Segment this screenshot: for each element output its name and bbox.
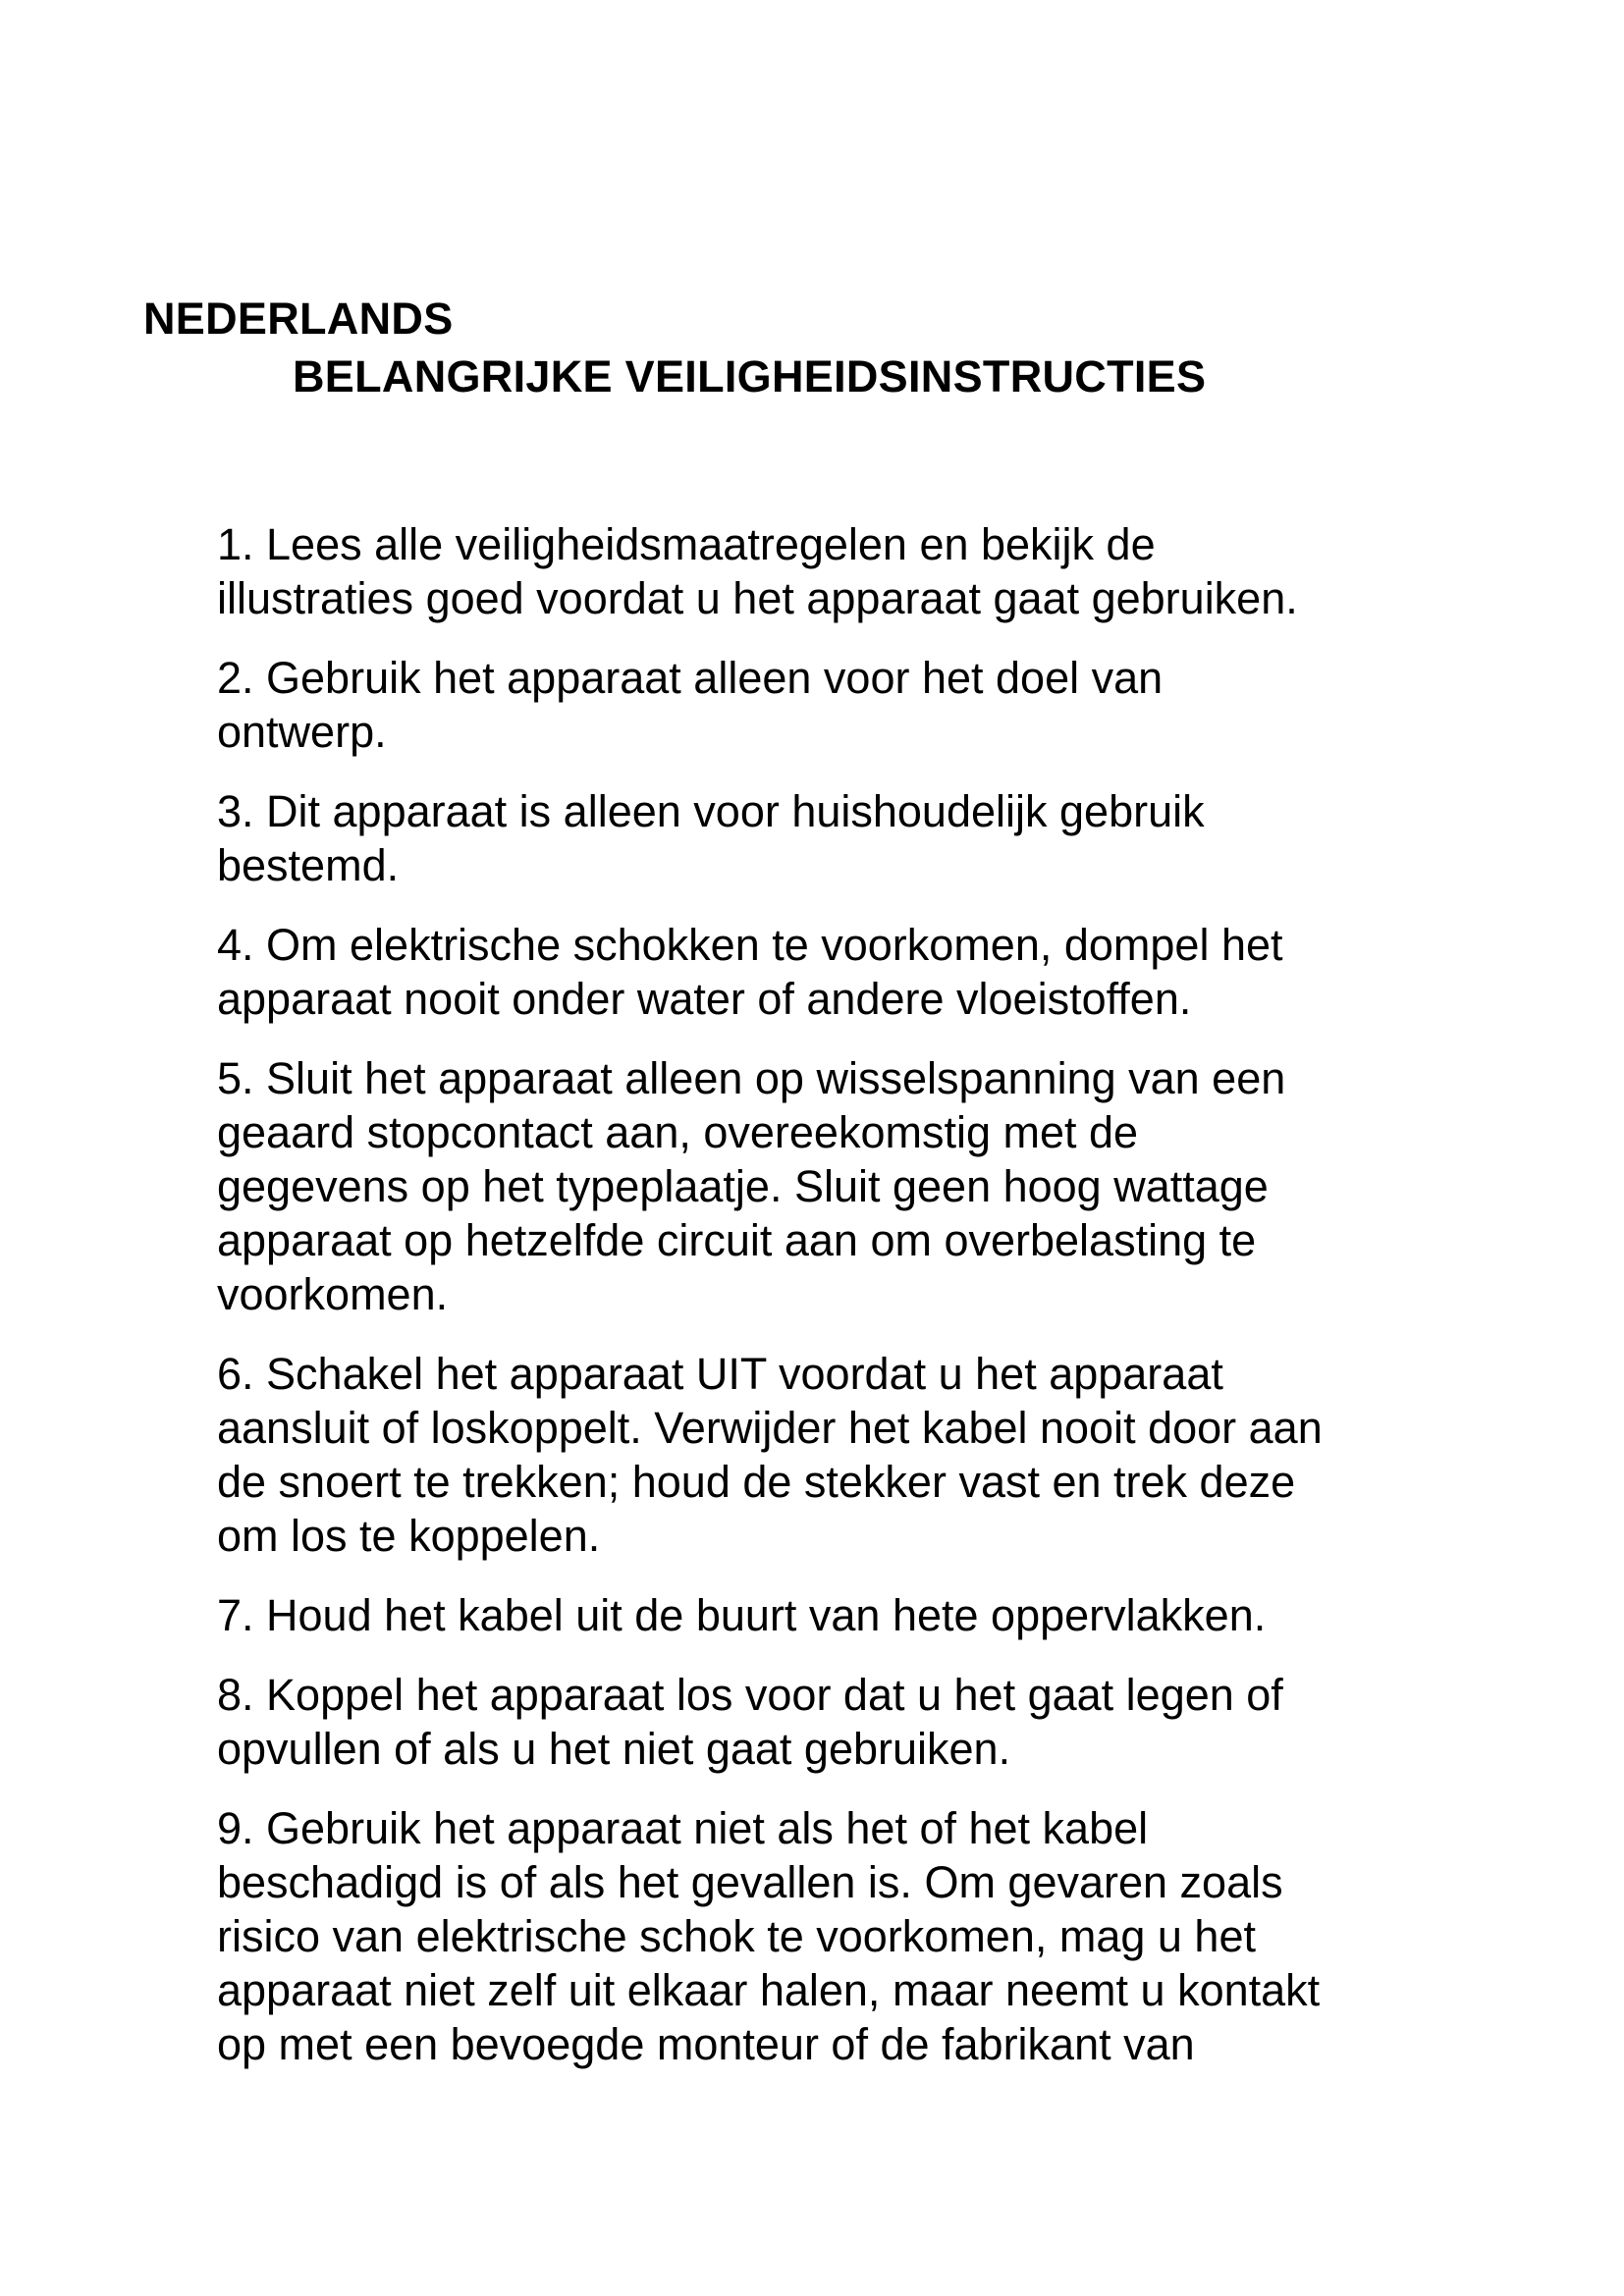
instruction-item-7	[217, 1588, 1523, 1642]
instruction-item-5	[217, 1051, 1523, 1321]
instruction-item-1	[217, 517, 1523, 625]
instruction-line: illustraties goed voordat u het apparaat gaat gebruiken.	[217, 573, 1298, 623]
instruction-line: risico van elektrische schok te voorkomen, mag u het	[217, 1911, 1256, 1961]
instruction-item-4	[217, 918, 1523, 1026]
instruction-line: 3. Dit apparaat is alleen voor huishoudelijk gebruik	[217, 786, 1205, 836]
instruction-list	[217, 517, 1523, 2097]
instruction-line: 8. Koppel het apparaat los voor dat u het gaat legen of	[217, 1670, 1283, 1720]
instruction-line: om los te koppelen.	[217, 1511, 601, 1561]
instruction-line: 7. Houd het kabel uit de buurt van hete oppervlakken.	[217, 1590, 1267, 1640]
instruction-line: apparaat op hetzelfde circuit aan om overbelasting te	[217, 1215, 1257, 1265]
instruction-item-8	[217, 1668, 1523, 1776]
instruction-item-3	[217, 784, 1523, 892]
instruction-line: ontwerp.	[217, 707, 387, 757]
instruction-line: aansluit of loskoppelt. Verwijder het kabel nooit door aan	[217, 1403, 1323, 1453]
instruction-line: 6. Schakel het apparaat UIT voordat u het apparaat	[217, 1349, 1223, 1399]
instruction-line: gegevens op het typeplaatje. Sluit geen hoog wattage	[217, 1161, 1269, 1211]
instruction-line: beschadigd is of als het gevallen is. Om gevaren zoals	[217, 1857, 1283, 1907]
instruction-item-9	[217, 1801, 1523, 2071]
instruction-line: 4. Om elektrische schokken te voorkomen, dompel het	[217, 920, 1283, 970]
instruction-line: bestemd.	[217, 840, 400, 890]
instruction-line: voorkomen.	[217, 1269, 449, 1319]
instruction-line: 5. Sluit het apparaat alleen op wisselspanning van een	[217, 1053, 1286, 1103]
instruction-line: apparaat niet zelf uit elkaar halen, maar neemt u kontakt	[217, 1965, 1321, 2015]
instruction-line: apparaat nooit onder water of andere vloeistoffen.	[217, 974, 1192, 1024]
document-title: BELANGRIJKE VEILIGHEIDSINSTRUCTIES	[293, 351, 1207, 401]
language-heading: NEDERLANDS	[143, 294, 454, 344]
instruction-line: op met een bevoegde monteur of de fabrikant van	[217, 2019, 1195, 2069]
instruction-line: 9. Gebruik het apparaat niet als het of het kabel	[217, 1803, 1149, 1853]
instruction-line: de snoert te trekken; houd de stekker vast en trek deze	[217, 1457, 1296, 1507]
instruction-line: opvullen of als u het niet gaat gebruiken.	[217, 1724, 1011, 1774]
instruction-item-2	[217, 651, 1523, 759]
instruction-line: 1. Lees alle veiligheidsmaatregelen en bekijk de	[217, 519, 1156, 569]
instruction-item-6	[217, 1347, 1523, 1563]
instruction-line: 2. Gebruik het apparaat alleen voor het doel van	[217, 653, 1164, 703]
instruction-line: geaard stopcontact aan, overeekomstig met de	[217, 1107, 1139, 1157]
